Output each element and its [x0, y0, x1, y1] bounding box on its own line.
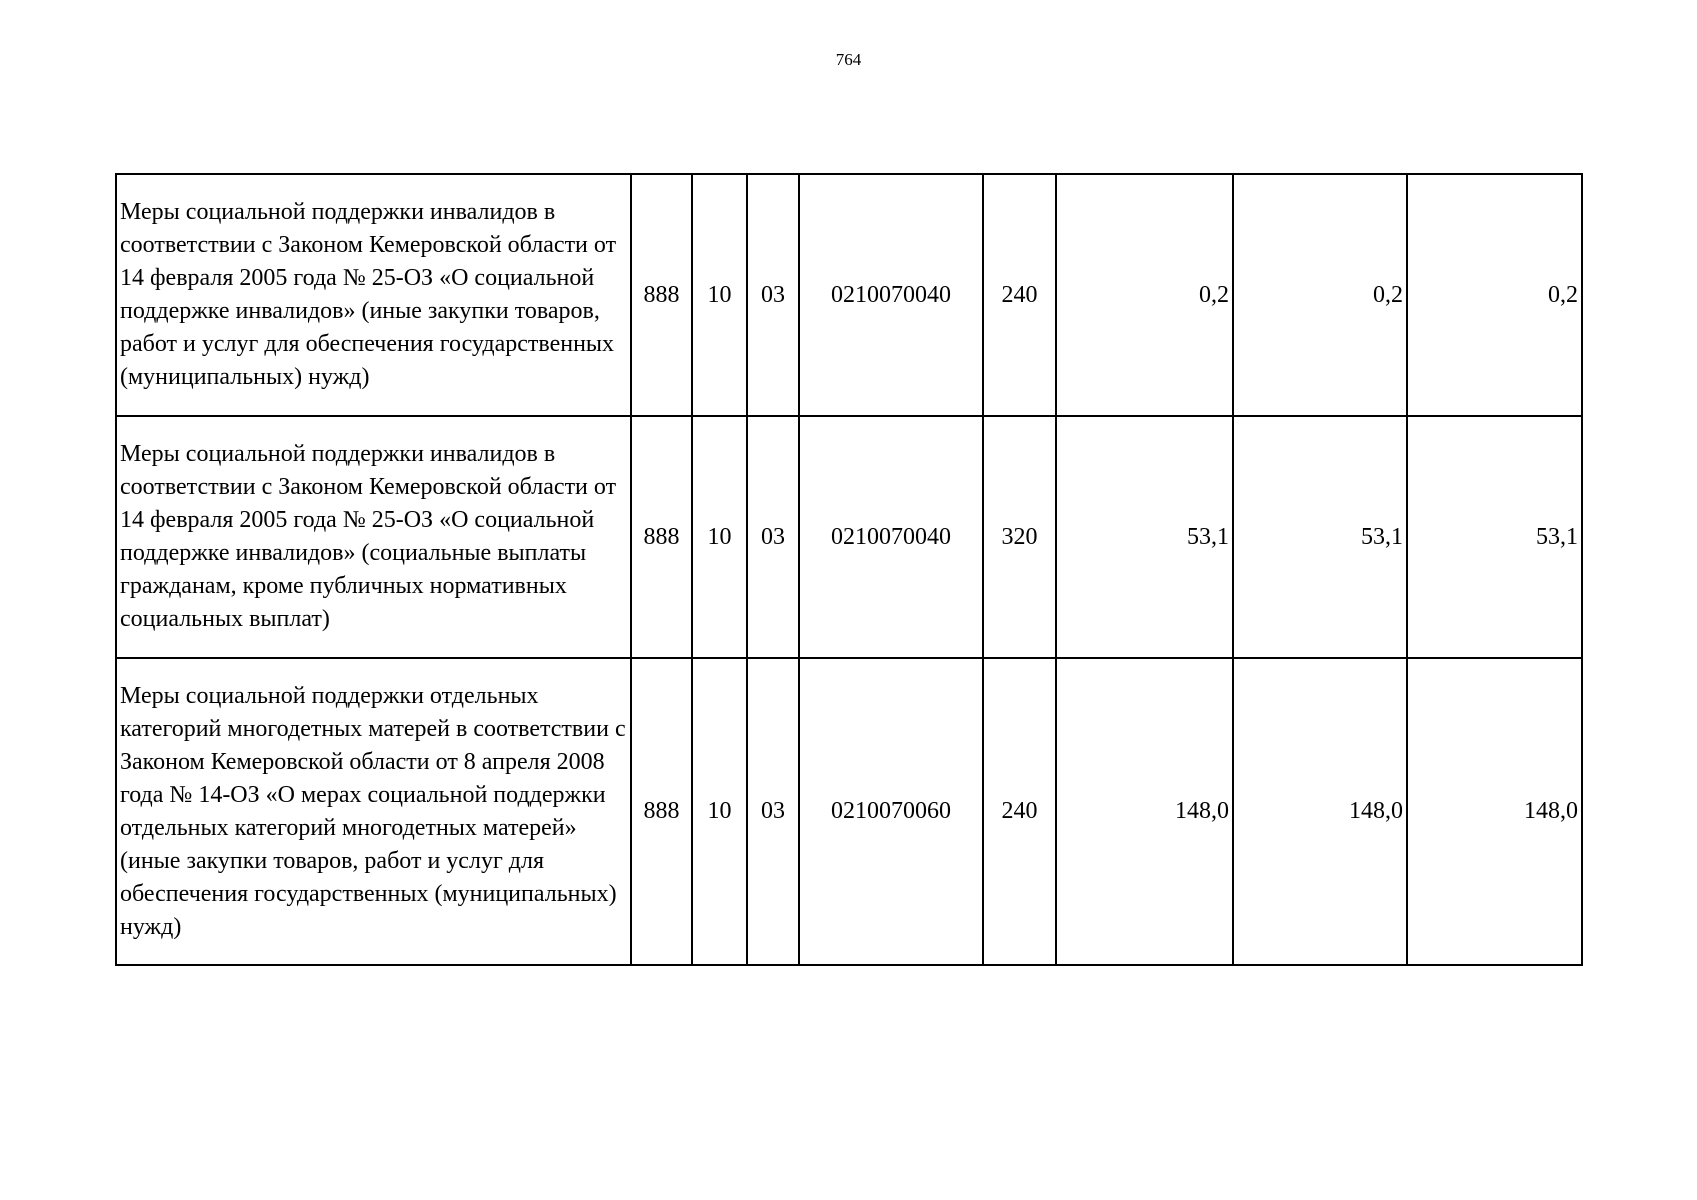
ministry-code-cell: 888: [631, 658, 692, 965]
budget-table: [115, 173, 1583, 966]
expense-type-cell: 320: [983, 416, 1056, 658]
section-code-cell: 10: [692, 416, 747, 658]
description-cell: Меры социальной поддержки отдельных категорий многодетных матерей в соответствии с Законом Кемеровской области от 8 апреля 2008 года № 14-ОЗ «О мерах социальной поддержки отдельных категорий многодетных матерей» (иные закупки товаров, работ и услуг для обеспечения государственных (муниципальных) нужд): [116, 658, 631, 965]
table-row: [116, 658, 1582, 965]
subsection-code-cell: 03: [747, 416, 799, 658]
section-code-cell: 10: [692, 658, 747, 965]
amount-year-3-cell: 0,2: [1407, 174, 1582, 416]
ministry-code-cell: 888: [631, 174, 692, 416]
description-cell: Меры социальной поддержки инвалидов в соответствии с Законом Кемеровской области от 14 февраля 2005 года № 25-ОЗ «О социальной поддержке инвалидов» (иные закупки товаров, работ и услуг для обеспечения государственных (муниципальных) нужд): [116, 174, 631, 416]
amount-year-2-cell: 148,0: [1233, 658, 1407, 965]
section-code-cell: 10: [692, 174, 747, 416]
expense-type-cell: 240: [983, 658, 1056, 965]
table-row: [116, 416, 1582, 658]
table-row: [116, 174, 1582, 416]
amount-year-3-cell: 148,0: [1407, 658, 1582, 965]
expense-type-cell: 240: [983, 174, 1056, 416]
target-article-cell: 0210070040: [799, 416, 983, 658]
page-number: 764: [835, 50, 862, 69]
amount-year-1-cell: 53,1: [1056, 416, 1233, 658]
subsection-code-cell: 03: [747, 174, 799, 416]
ministry-code-cell: 888: [631, 416, 692, 658]
amount-year-2-cell: 0,2: [1233, 174, 1407, 416]
amount-year-2-cell: 53,1: [1233, 416, 1407, 658]
amount-year-1-cell: 0,2: [1056, 174, 1233, 416]
amount-year-1-cell: 148,0: [1056, 658, 1233, 965]
target-article-cell: 0210070060: [799, 658, 983, 965]
amount-year-3-cell: 53,1: [1407, 416, 1582, 658]
subsection-code-cell: 03: [747, 658, 799, 965]
description-cell: Меры социальной поддержки инвалидов в соответствии с Законом Кемеровской области от 14 февраля 2005 года № 25-ОЗ «О социальной поддержке инвалидов» (социальные выплаты гражданам, кроме публичных нормативных социальных выплат): [116, 416, 631, 658]
target-article-cell: 0210070040: [799, 174, 983, 416]
